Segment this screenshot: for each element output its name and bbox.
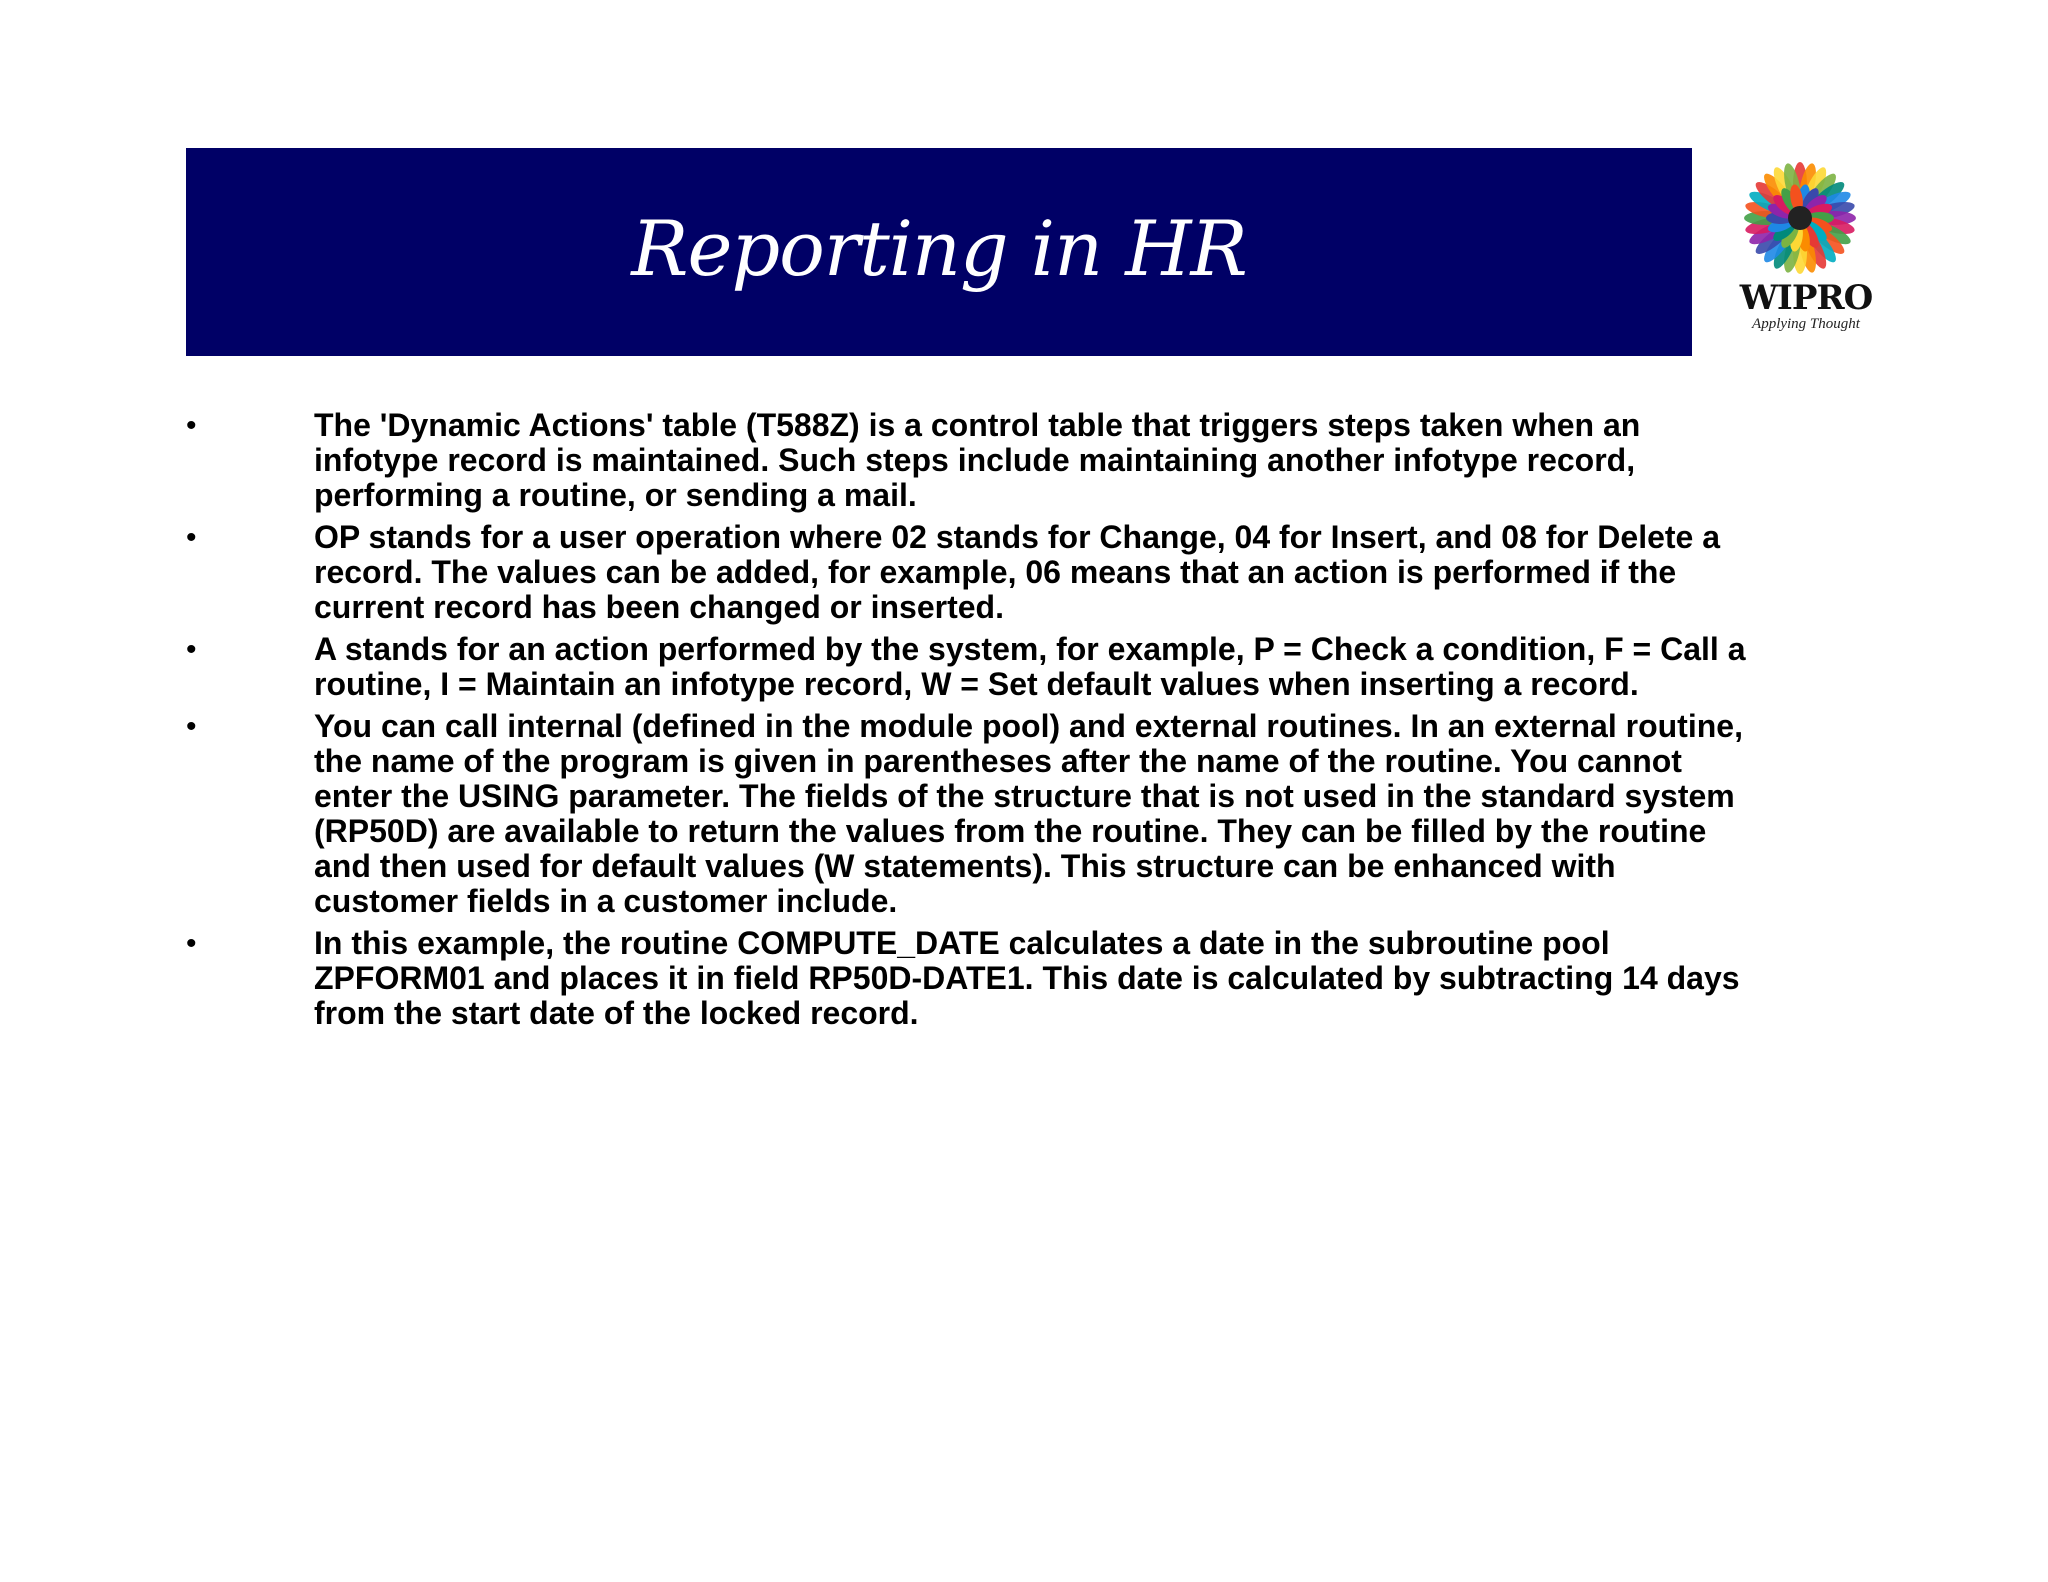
bullet-marker: • <box>186 521 197 554</box>
logo-tagline: Applying Thought <box>1752 316 1860 332</box>
bullet-marker: • <box>186 409 197 442</box>
bullet-text: You can call internal (defined in the module pool) and external routines. In an external routine, the name of the program is given in parentheses after the name of the routine. You cannot enter the USING parameter. The fields of the structure that is not used in the standard system (RP50D) are available to return the values from the routine. They can be filled by the routine and then used for default values (W statements). This structure can be enhanced with customer fields in a customer include. <box>314 708 1743 919</box>
bullet-item <box>186 408 1746 513</box>
wipro-logo <box>1716 160 1896 342</box>
slide-title: Reporting in HR <box>631 203 1247 293</box>
bullet-text: A stands for an action performed by the system, for example, P = Check a condition, F = Call a routine, I = Maintain an infotype record, W = Set default values when inserting a record. <box>314 631 1746 702</box>
bullet-text: OP stands for a user operation where 02 stands for Change, 04 for Insert, and 08 for Delete a record. The values can be added, for example, 06 means that an action is performed if the current record has been changed or inserted. <box>314 519 1721 625</box>
bullet-marker: • <box>186 927 197 960</box>
bullet-marker: • <box>186 633 197 666</box>
bullet-item <box>186 520 1746 625</box>
title-banner <box>186 148 1692 356</box>
logo-wordmark: WIPRO <box>1739 278 1873 318</box>
bullet-marker: • <box>186 710 197 743</box>
bullet-list <box>186 408 1746 1038</box>
wipro-sunflower-logo-icon <box>1740 160 1860 280</box>
bullet-text: In this example, the routine COMPUTE_DATE calculates a date in the subroutine pool ZPFORM01 and places it in field RP50D-DATE1. This date is calculated by subtracting 14 days from the start date of the locked record. <box>314 925 1740 1031</box>
bullet-item <box>186 709 1746 919</box>
bullet-item <box>186 632 1746 702</box>
bullet-text: The 'Dynamic Actions' table (T588Z) is a control table that triggers steps taken when an infotype record is maintained. Such steps include maintaining another infotype record, performing a routine, or sending a mail. <box>314 407 1641 513</box>
bullet-item <box>186 926 1746 1031</box>
